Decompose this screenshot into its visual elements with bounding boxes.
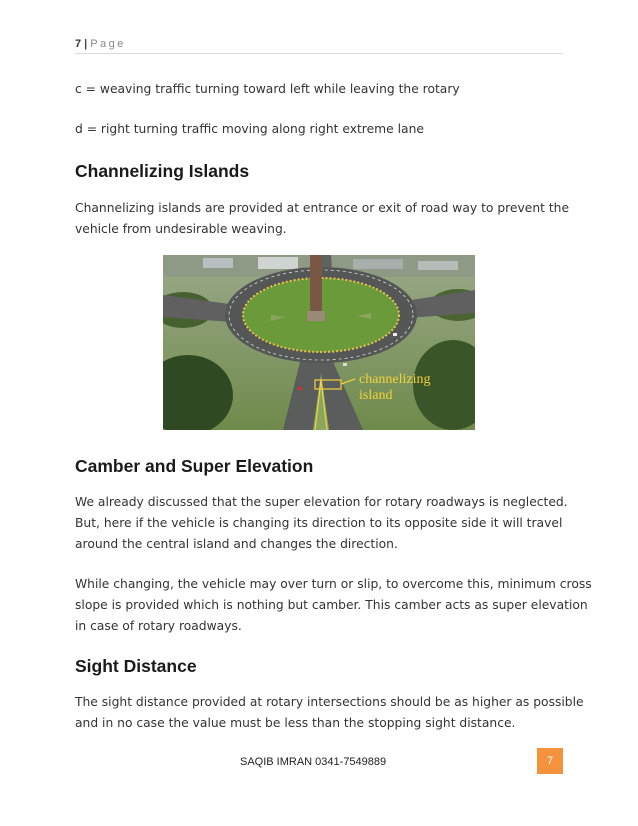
paragraph-line: But, here if the vehicle is changing its direction to its opposite side it will travel [75, 516, 563, 530]
paragraph-line: around the central island and changes the direction. [75, 537, 398, 551]
footer-author: SAQIB IMRAN 0341-7549889 [240, 756, 387, 768]
definition-c: c = weaving traffic turning toward left while leaving the rotary [75, 82, 460, 96]
page-header [75, 38, 563, 54]
header-page-word: Page [90, 38, 126, 50]
paragraph-line: in case of rotary roadways. [75, 619, 242, 633]
paragraph-line: While changing, the vehicle may over turn or slip, to overcome this, minimum cross [75, 577, 592, 591]
heading-sight-distance: Sight Distance [75, 656, 197, 676]
paragraph-line: Channelizing islands are provided at entrance or exit of road way to prevent the [75, 201, 570, 215]
paragraph-line: The sight distance provided at rotary intersections should be as higher as possible [75, 695, 584, 709]
rotary-aerial-illustration [163, 255, 475, 430]
rotary-aerial-photo [163, 255, 475, 430]
header-page-number: 7 [75, 38, 82, 50]
image-label-line2: island [359, 388, 393, 403]
paragraph-line: We already discussed that the super elevation for rotary roadways is neglected. [75, 495, 568, 509]
image-label-line1: channelizing [359, 372, 431, 387]
header-separator: | [84, 38, 88, 50]
footer-page-number-box: 7 [537, 748, 563, 774]
paragraph-line: slope is provided which is nothing but camber. This camber acts as super elevation [75, 598, 588, 612]
heading-channelizing-islands: Channelizing Islands [75, 161, 250, 181]
paragraph-line: vehicle from undesirable weaving. [75, 222, 287, 236]
definition-d: d = right turning traffic moving along right extreme lane [75, 122, 424, 136]
paragraph-line: and in no case the value must be less than the stopping sight distance. [75, 716, 516, 730]
heading-camber-super-elevation: Camber and Super Elevation [75, 456, 314, 476]
